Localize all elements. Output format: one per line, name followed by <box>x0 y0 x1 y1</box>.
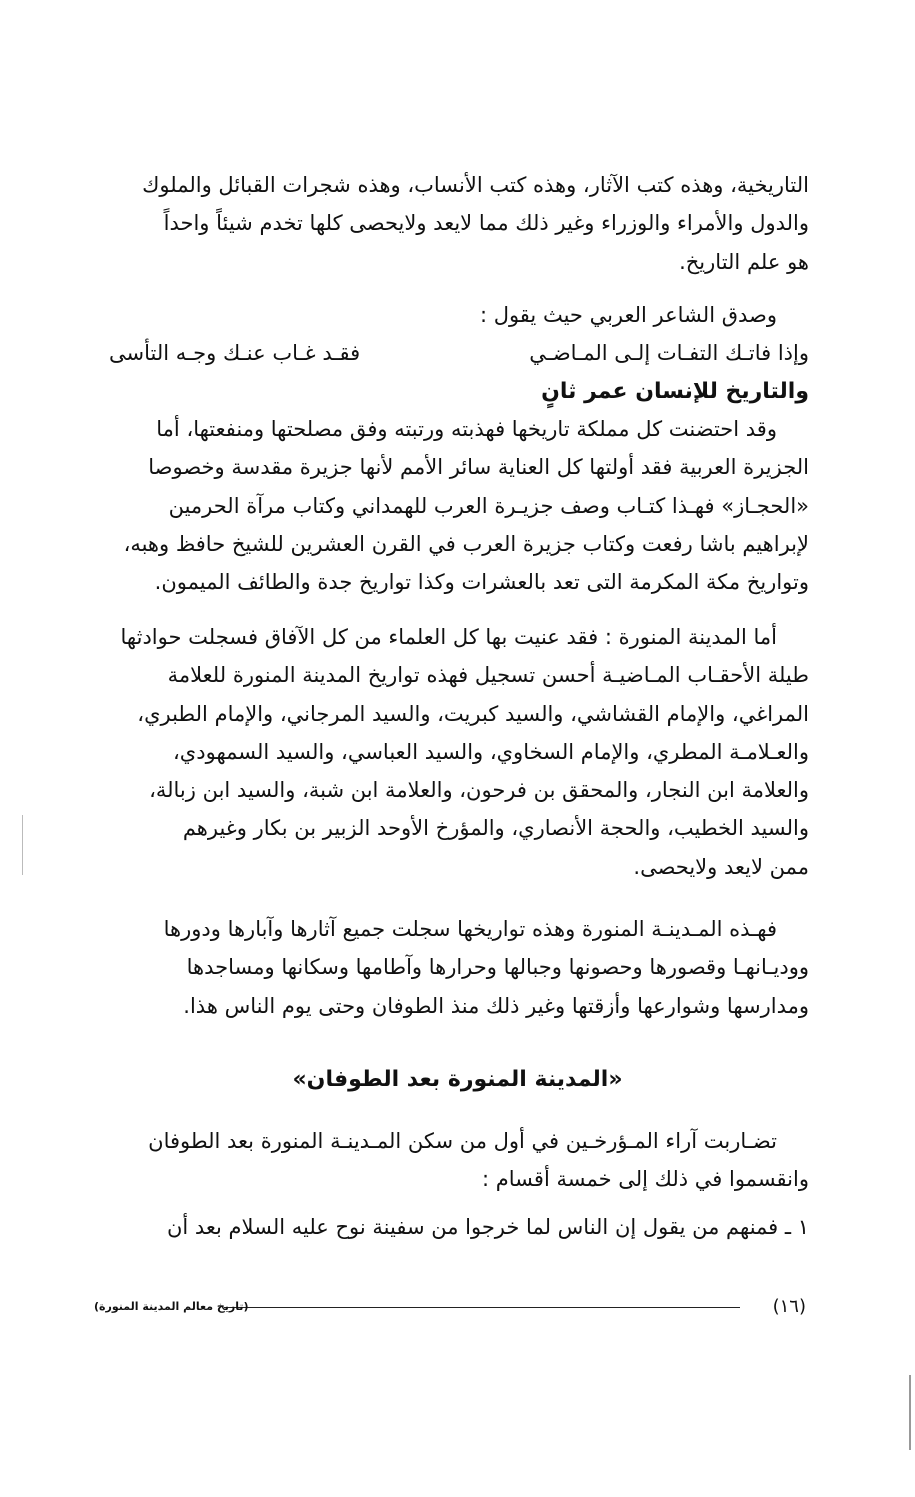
text-line: وانقسموا في ذلك إلى خمسة أقسام : <box>482 1167 809 1192</box>
paragraph-historians-disagree <box>109 1122 809 1199</box>
running-book-title: (تاريخ معالم المدينة المنورة) <box>94 1300 249 1313</box>
bold-aphorism: والتاريخ للإنسان عمر ثانٍ <box>541 379 809 404</box>
list-item-one <box>109 1208 809 1246</box>
text-line: والدول والأمراء والوزراء وغير ذلك مما لايعد ولايحصى كلها تخدم شيئاً واحداً <box>163 211 809 236</box>
section-heading: «المدينة المنورة بعد الطوفان» <box>292 1067 623 1092</box>
text-line: لإبراهيم باشا رفعت وكتاب جزيرة العرب في القرن العشرين للشيخ حافظ وهبه، <box>123 531 809 556</box>
text-line: فهـذه المـدينـة المنورة وهذه تواريخها سجلت جميع آثارها وآبارها ودورها <box>163 917 777 941</box>
poet-intro <box>109 296 809 334</box>
text-line: تضـاربت آراء المـؤرخـين في أول من سكن المـدينـة المنورة بعد الطوفان <box>148 1129 777 1153</box>
text-line: الجزيرة العربية فقد أولتها كل العناية سائر الأمم لأنها جزيرة مقدسة وخصوصا <box>148 455 809 480</box>
paragraph-intro <box>109 166 809 281</box>
paragraph-madinah-historians <box>109 618 809 886</box>
text-line: «الحجـاز» فهـذا كتـاب وصف جزيـرة العرب للهمداني وكتاب مرآة الحرمين <box>168 493 809 518</box>
text-line: والعـلامـة المطري، والإمام السخاوي، والسيد العباسي، والسيد السمهودي، <box>173 739 809 764</box>
text-line: ومدارسها وشوارعها وأزقتها وغير ذلك منذ الطوفان وحتى يوم الناس هذا. <box>183 993 809 1018</box>
verse-second-hemistich: فقـد غـاب عنـك وجـه التأسى <box>109 341 361 365</box>
text-line: وصدق الشاعر العربي حيث يقول : <box>479 303 777 327</box>
text-line: وتواريخ مكة المكرمة التى تعد بالعشرات وكذا تواريخ جدة والطائف الميمون. <box>154 570 809 595</box>
text-line: ١ ـ فمنهم من يقول إن الناس لما خرجوا من سفينة نوح عليه السلام بعد أن <box>166 1215 809 1239</box>
page-number: (١٦) <box>772 1296 806 1317</box>
text-line: والعلامة ابن النجار، والمحقق بن فرحون، والعلامة ابن شبة، والسيد ابن زبالة، <box>149 778 809 803</box>
text-line: هو علم التاريخ. <box>679 249 809 274</box>
text-line: المراغي، والإمام القشاشي، والسيد كبريت، والسيد المرجاني، والإمام الطبري، <box>137 701 809 726</box>
scan-edge-mark <box>22 815 23 875</box>
text-line: وقد احتضنت كل مملكة تاريخها فهذبته ورتبته وفق مصلحتها ومنفعتها، أما <box>156 417 777 441</box>
text-line: ووديـانهـا وقصورها وحصونها وجبالها وحرارها وآطامها وسكانها ومساجدها <box>186 955 809 980</box>
footer-rule <box>224 1307 740 1308</box>
text-line: ممن لايعد ولايحصى. <box>633 854 809 879</box>
text-line: طيلة الأحقـاب المـاضيـة أحسن تسجيل فهذه تواريخ المدينة المنورة للعلامة <box>167 663 809 688</box>
text-line: والسيد الخطيب، والحجة الأنصاري، والمؤرخ الأوحد الزبير بن بكار وغيرهم <box>182 816 809 841</box>
text-line: أما المدينة المنورة : فقد عنيت بها كل العلماء من كل الآفاق فسجلت حوادثها <box>120 625 777 649</box>
verse-first-hemistich: وإذا فاتـك التفـات إلـى المـاضـي <box>529 341 809 365</box>
paragraph-madinah-records <box>109 910 809 1025</box>
paragraph-arabian-peninsula <box>109 410 809 601</box>
page-footer <box>94 1292 806 1322</box>
text-line: التاريخية، وهذه كتب الآثار، وهذه كتب الأنساب، وهذه شجرات القبائل والملوك <box>142 173 809 197</box>
poem-verse <box>109 334 809 372</box>
scan-edge-mark <box>909 1375 911 1450</box>
